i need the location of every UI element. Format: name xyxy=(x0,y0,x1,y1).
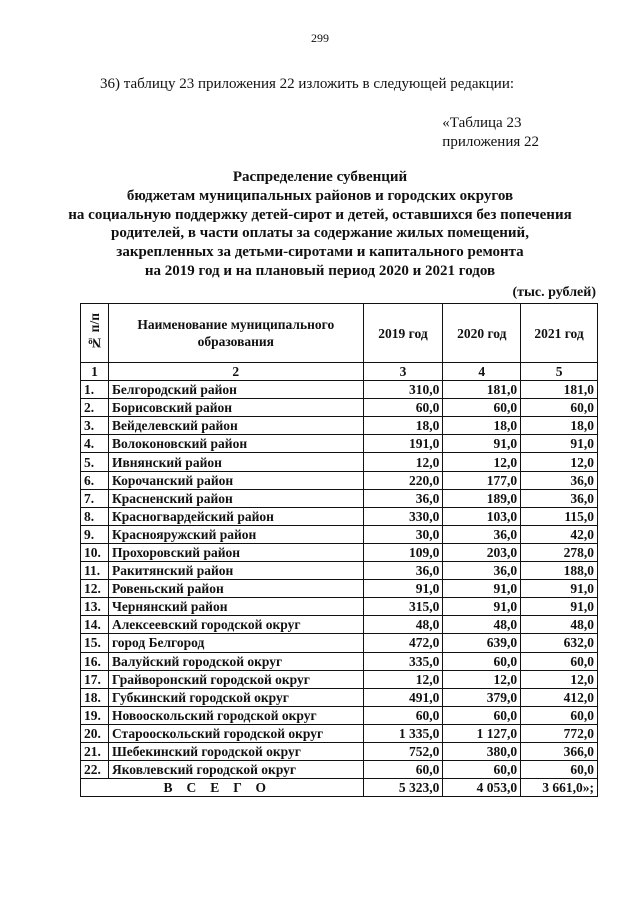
municipality-name: Алексеевский городской округ xyxy=(108,616,363,634)
value-2019: 220,0 xyxy=(363,471,443,489)
row-number: 15. xyxy=(81,634,109,652)
title-line: на социальную поддержку детей-сирот и детей, оставшихся без попечения xyxy=(68,206,572,223)
value-2020: 36,0 xyxy=(443,562,521,580)
header-2021: 2021 год xyxy=(521,304,598,363)
table-row xyxy=(81,688,598,706)
table-row xyxy=(81,489,598,507)
value-2020: 380,0 xyxy=(443,742,521,760)
value-2021: 91,0 xyxy=(521,435,598,453)
row-number: 21. xyxy=(81,742,109,760)
units-label: (тыс. рублей) xyxy=(512,285,596,300)
municipality-name: Прохоровский район xyxy=(108,543,363,561)
subvention-table xyxy=(80,303,598,797)
row-number: 11. xyxy=(81,562,109,580)
table-row xyxy=(81,399,598,417)
municipality-name: Ракитянский район xyxy=(108,562,363,580)
value-2019: 335,0 xyxy=(363,652,443,670)
value-2020: 18,0 xyxy=(443,417,521,435)
row-number: 5. xyxy=(81,453,109,471)
title-line: бюджетам муниципальных районов и городских округов xyxy=(126,187,514,204)
value-2020: 12,0 xyxy=(443,453,521,471)
municipality-name: Губкинский городской округ xyxy=(108,688,363,706)
row-number: 2. xyxy=(81,399,109,417)
value-2020: 60,0 xyxy=(443,761,521,779)
column-number: 2 xyxy=(108,363,363,381)
value-2021: 91,0 xyxy=(521,598,598,616)
value-2019: 472,0 xyxy=(363,634,443,652)
row-number: 8. xyxy=(81,507,109,525)
municipality-name: Ивнянский район xyxy=(108,453,363,471)
value-2020: 177,0 xyxy=(443,471,521,489)
value-2021: 772,0 xyxy=(521,724,598,742)
value-2021: 42,0 xyxy=(521,525,598,543)
table-row xyxy=(81,381,598,399)
column-number: 4 xyxy=(443,363,521,381)
value-2019: 36,0 xyxy=(363,489,443,507)
title-line: родителей, в части оплаты за содержание жилых помещений, xyxy=(111,225,529,242)
value-2021: 60,0 xyxy=(521,399,598,417)
column-number: 3 xyxy=(363,363,443,381)
value-2021: 60,0 xyxy=(521,761,598,779)
value-2019: 48,0 xyxy=(363,616,443,634)
document-title xyxy=(0,168,640,281)
column-number: 5 xyxy=(521,363,598,381)
table-reference xyxy=(442,114,539,152)
value-2020: 91,0 xyxy=(443,435,521,453)
row-number: 12. xyxy=(81,580,109,598)
value-2020: 48,0 xyxy=(443,616,521,634)
table-row xyxy=(81,471,598,489)
row-number: 14. xyxy=(81,616,109,634)
table-row xyxy=(81,634,598,652)
value-2019: 12,0 xyxy=(363,670,443,688)
value-2019: 310,0 xyxy=(363,381,443,399)
value-2019: 91,0 xyxy=(363,580,443,598)
value-2020: 203,0 xyxy=(443,543,521,561)
value-2020: 91,0 xyxy=(443,598,521,616)
municipality-name: Волоконовский район xyxy=(108,435,363,453)
municipality-name: Краснояружский район xyxy=(108,525,363,543)
value-2021: 48,0 xyxy=(521,616,598,634)
row-number: 20. xyxy=(81,724,109,742)
row-number: 22. xyxy=(81,761,109,779)
value-2019: 30,0 xyxy=(363,525,443,543)
value-2020: 639,0 xyxy=(443,634,521,652)
table-row xyxy=(81,580,598,598)
column-number-row xyxy=(81,363,598,381)
municipality-name: Шебекинский городской округ xyxy=(108,742,363,760)
value-2019: 60,0 xyxy=(363,761,443,779)
value-2021: 278,0 xyxy=(521,543,598,561)
value-2021: 60,0 xyxy=(521,652,598,670)
municipality-name: Валуйский городской округ xyxy=(108,652,363,670)
value-2019: 18,0 xyxy=(363,417,443,435)
table-reference-line: «Таблица 23 xyxy=(442,115,522,131)
value-2019: 36,0 xyxy=(363,562,443,580)
row-number: 9. xyxy=(81,525,109,543)
value-2020: 181,0 xyxy=(443,381,521,399)
value-2019: 491,0 xyxy=(363,688,443,706)
row-number: 7. xyxy=(81,489,109,507)
value-2021: 188,0 xyxy=(521,562,598,580)
value-2019: 60,0 xyxy=(363,706,443,724)
municipality-name: Старооскольский городской округ xyxy=(108,724,363,742)
table-row xyxy=(81,435,598,453)
column-number: 1 xyxy=(81,363,109,381)
table-row xyxy=(81,652,598,670)
value-2019: 752,0 xyxy=(363,742,443,760)
table-row xyxy=(81,742,598,760)
value-2021: 60,0 xyxy=(521,706,598,724)
value-2021: 115,0 xyxy=(521,507,598,525)
value-2019: 109,0 xyxy=(363,543,443,561)
value-2019: 330,0 xyxy=(363,507,443,525)
table-row xyxy=(81,543,598,561)
row-number: 3. xyxy=(81,417,109,435)
total-2019: 5 323,0 xyxy=(363,779,443,797)
value-2020: 103,0 xyxy=(443,507,521,525)
table-row xyxy=(81,598,598,616)
value-2021: 18,0 xyxy=(521,417,598,435)
total-2021: 3 661,0»; xyxy=(521,779,598,797)
municipality-name: Белгородский район xyxy=(108,381,363,399)
value-2021: 36,0 xyxy=(521,471,598,489)
value-2020: 60,0 xyxy=(443,706,521,724)
municipality-name: Корочанский район xyxy=(108,471,363,489)
row-number: 19. xyxy=(81,706,109,724)
table-row xyxy=(81,670,598,688)
title-line: на 2019 год и на плановый период 2020 и 2021 годов xyxy=(144,262,496,279)
municipality-name: Яковлевский городской округ xyxy=(108,761,363,779)
value-2021: 36,0 xyxy=(521,489,598,507)
value-2021: 12,0 xyxy=(521,453,598,471)
value-2019: 60,0 xyxy=(363,399,443,417)
municipality-name: Чернянский район xyxy=(108,598,363,616)
header-2019: 2019 год xyxy=(363,304,443,363)
value-2020: 36,0 xyxy=(443,525,521,543)
value-2020: 189,0 xyxy=(443,489,521,507)
table-reference-line: приложения 22 xyxy=(442,134,539,150)
table-row xyxy=(81,525,598,543)
row-number: 6. xyxy=(81,471,109,489)
value-2021: 632,0 xyxy=(521,634,598,652)
header-2020: 2020 год xyxy=(443,304,521,363)
row-number: 4. xyxy=(81,435,109,453)
header-number-label: № п/п xyxy=(86,312,102,351)
table-row xyxy=(81,616,598,634)
table-row xyxy=(81,562,598,580)
municipality-name: Грайворонский городской округ xyxy=(108,670,363,688)
value-2020: 12,0 xyxy=(443,670,521,688)
municipality-name: Борисовский район xyxy=(108,399,363,417)
municipality-name: город Белгород xyxy=(108,634,363,652)
intro-text: 36) таблицу 23 приложения 22 изложить в следующей редакции: xyxy=(100,76,515,92)
page-number: 299 xyxy=(311,31,329,45)
municipality-name: Красногвардейский район xyxy=(108,507,363,525)
row-number: 1. xyxy=(81,381,109,399)
total-label: ВСЕГО xyxy=(81,779,364,797)
municipality-name: Красненский район xyxy=(108,489,363,507)
table-row xyxy=(81,706,598,724)
row-number: 10. xyxy=(81,543,109,561)
row-number: 13. xyxy=(81,598,109,616)
municipality-name: Ровеньский район xyxy=(108,580,363,598)
header-name: Наименование муниципального образования xyxy=(108,304,363,363)
value-2019: 315,0 xyxy=(363,598,443,616)
municipality-name: Вейделевский район xyxy=(108,417,363,435)
table-row xyxy=(81,417,598,435)
value-2020: 60,0 xyxy=(443,652,521,670)
value-2021: 181,0 xyxy=(521,381,598,399)
value-2020: 379,0 xyxy=(443,688,521,706)
total-row xyxy=(81,779,598,797)
title-line: Распределение субвенций xyxy=(232,169,408,185)
total-2020: 4 053,0 xyxy=(443,779,521,797)
header-number xyxy=(81,304,109,363)
table-header-row xyxy=(81,304,598,363)
table-row xyxy=(81,724,598,742)
value-2019: 191,0 xyxy=(363,435,443,453)
row-number: 17. xyxy=(81,670,109,688)
value-2019: 12,0 xyxy=(363,453,443,471)
municipality-name: Новооскольский городской округ xyxy=(108,706,363,724)
table-row xyxy=(81,507,598,525)
value-2021: 12,0 xyxy=(521,670,598,688)
value-2020: 91,0 xyxy=(443,580,521,598)
value-2021: 91,0 xyxy=(521,580,598,598)
value-2020: 60,0 xyxy=(443,399,521,417)
value-2020: 1 127,0 xyxy=(443,724,521,742)
row-number: 16. xyxy=(81,652,109,670)
value-2019: 1 335,0 xyxy=(363,724,443,742)
title-line: закрепленных за детьми-сиротами и капитального ремонта xyxy=(116,244,524,261)
table-row xyxy=(81,453,598,471)
value-2021: 412,0 xyxy=(521,688,598,706)
value-2021: 366,0 xyxy=(521,742,598,760)
row-number: 18. xyxy=(81,688,109,706)
table-row xyxy=(81,761,598,779)
